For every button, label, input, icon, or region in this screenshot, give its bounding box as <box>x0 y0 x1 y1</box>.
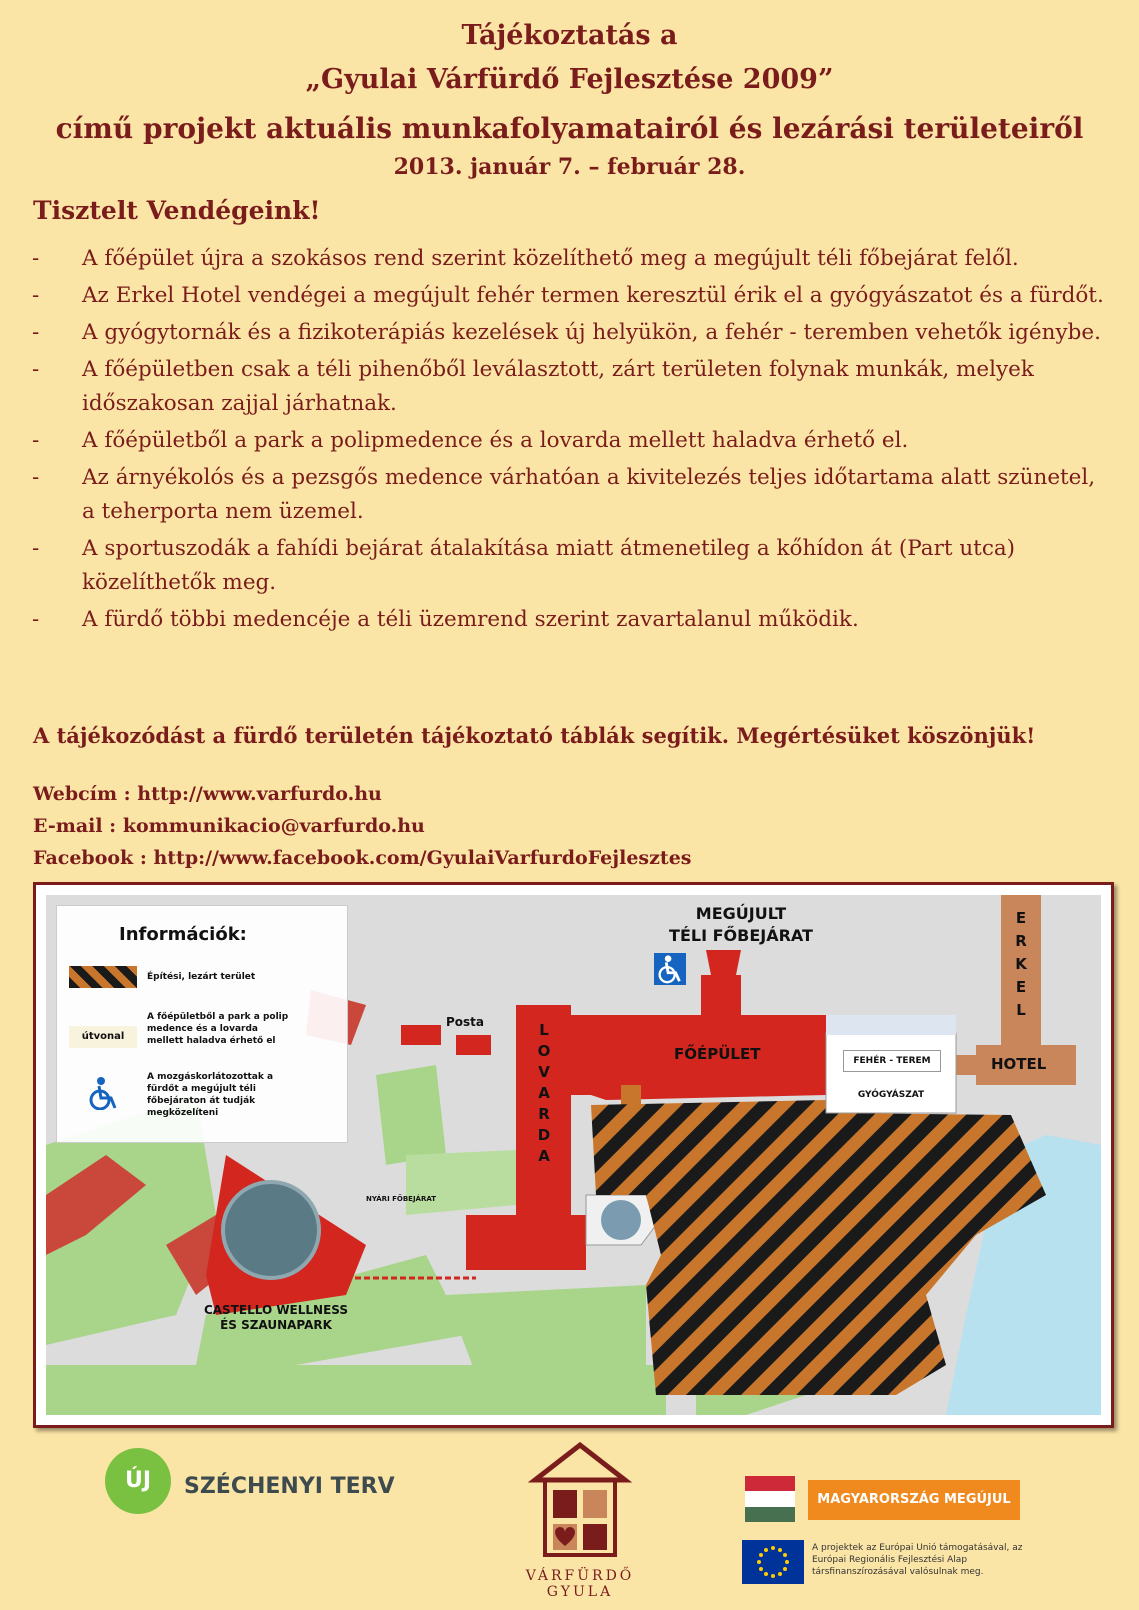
site-map <box>33 882 1114 1428</box>
contact-email[interactable]: E-mail : kommunikacio@varfurdo.hu <box>33 815 425 837</box>
contact-web[interactable]: Webcím : http://www.varfurdo.hu <box>33 783 382 805</box>
posta-building <box>401 1025 441 1045</box>
closing-note: A tájékozódást a fürdő területén tájékoztató táblák segítik. Megértésüket köszönjük! <box>33 723 1036 748</box>
polip-pool-water <box>601 1200 641 1240</box>
contact-facebook[interactable]: Facebook : http://www.facebook.com/GyulaiVarfurdoFejlesztes <box>33 847 692 869</box>
feher-terem-label: FEHÉR - TEREM <box>843 1050 941 1072</box>
feher-terem-building <box>826 1015 956 1035</box>
gyogyaszat-label: GYÓGYÁSZAT <box>857 1090 925 1100</box>
eu-flag-icon <box>742 1540 804 1584</box>
entrance-building <box>701 975 741 1020</box>
list-item: - A fürdő többi medencéje a téli üzemrend szerint zavartalanul működik. <box>32 607 859 632</box>
posta-label: Posta <box>446 1015 485 1029</box>
title-line-3: című projekt aktuális munkafolyamatairól és lezárási területeiről <box>55 112 1084 145</box>
list-item: - Az Erkel Hotel vendégei a megújult fehér termen keresztül érik el a gyógyászatot és a fürdőt. <box>32 283 1104 308</box>
eu-funding-text: A projektek az Európai Unió támogatásával, az Európai Regionális Fejlesztési Alap társfinanszírozásával valósulnak meg. <box>812 1543 1023 1577</box>
hungary-flag <box>745 1476 795 1522</box>
construction-swatch <box>69 966 137 988</box>
list-item: - A főépület újra a szokásos rend szerint közelíthető meg a megújult téli főbejárat felől. <box>32 246 1019 271</box>
entrance-building <box>706 950 741 975</box>
varfurdo-logo <box>525 1440 635 1560</box>
castello-photo <box>223 1182 319 1278</box>
foepulet-label: FŐÉPÜLET <box>674 1045 761 1063</box>
title-line-2: „Gyulai Várfürdő Fejlesztése 2009” <box>305 64 834 95</box>
list-item: - A főépületből a park a polipmedence és a lovarda mellett haladva érhető el. <box>32 428 909 453</box>
feher-terem-building <box>826 1033 956 1113</box>
legend-construction: Építési, lezárt terület <box>147 972 256 982</box>
park-area <box>376 1065 446 1165</box>
szechenyi-logo: ÚJ <box>105 1448 171 1514</box>
wheelchair-icon <box>87 1076 121 1110</box>
park-area <box>406 1150 516 1215</box>
magyarorszag-megujul-logo: MAGYARORSZÁG MEGÚJUL <box>808 1480 1020 1520</box>
entrance-label: MEGÚJULT TÉLI FŐBEJÁRAT <box>669 904 813 945</box>
erkel-label: E R K E L <box>1015 909 1027 1019</box>
castello-label: CASTELLO WELLNESS ÉS SZAUNAPARK <box>203 1303 349 1332</box>
szechenyi-text: SZÉCHENYI TERV <box>184 1474 395 1499</box>
park-area <box>446 1285 646 1375</box>
legend-accessible: A mozgáskorlátozottak a fürdőt a megújult téli főbejáraton át tudják megközelíteni <box>147 1072 274 1118</box>
list-item: - Az árnyékolós és a pezsgős medence várhatóan a kivitelezés teljes időtartama alatt szünetel, a teherporta nem üzemel. <box>32 465 1096 524</box>
legend-route: A főépületből a park a polip medence és a lovarda mellett haladva érhető el <box>147 1012 289 1046</box>
lovarda-label: L O V A R D A <box>537 1021 551 1165</box>
list-item: - A főépületben csak a téli pihenőből leválasztott, zárt területen folynak munkák, melyek időszakosan zajjal járhatnak. <box>32 357 1034 416</box>
title-line-1: Tájékoztatás a <box>461 20 678 51</box>
legend-title: Információk: <box>119 924 247 945</box>
map-canvas <box>46 895 1101 1415</box>
title-dates: 2013. január 7. – február 28. <box>393 154 746 180</box>
posta-building <box>456 1035 491 1055</box>
lovarda-building <box>466 1215 586 1270</box>
map-legend <box>56 905 348 1143</box>
varfurdo-text: VÁRFÜRDŐ GYULA <box>525 1568 635 1600</box>
list-item: - A sportuszodák a fahídi bejárat átalakítása miatt átmenetileg a kőhídon át (Part utca) közelíthetők meg. <box>32 536 1016 595</box>
park-area <box>46 1365 666 1415</box>
list-item: - A gyógytornák és a fizikoterápiás kezelések új helyükön, a fehér - teremben vehetők igénybe. <box>32 320 1101 345</box>
info-list <box>30 242 1110 640</box>
hotel-label: HOTEL <box>991 1055 1047 1073</box>
nyari-fobejarat-label: NYÁRI FŐBEJÁRAT <box>366 1195 437 1203</box>
greeting: Tisztelt Vendégeink! <box>33 196 321 225</box>
route-swatch: útvonal <box>69 1026 137 1048</box>
wheelchair-icon <box>654 953 686 985</box>
